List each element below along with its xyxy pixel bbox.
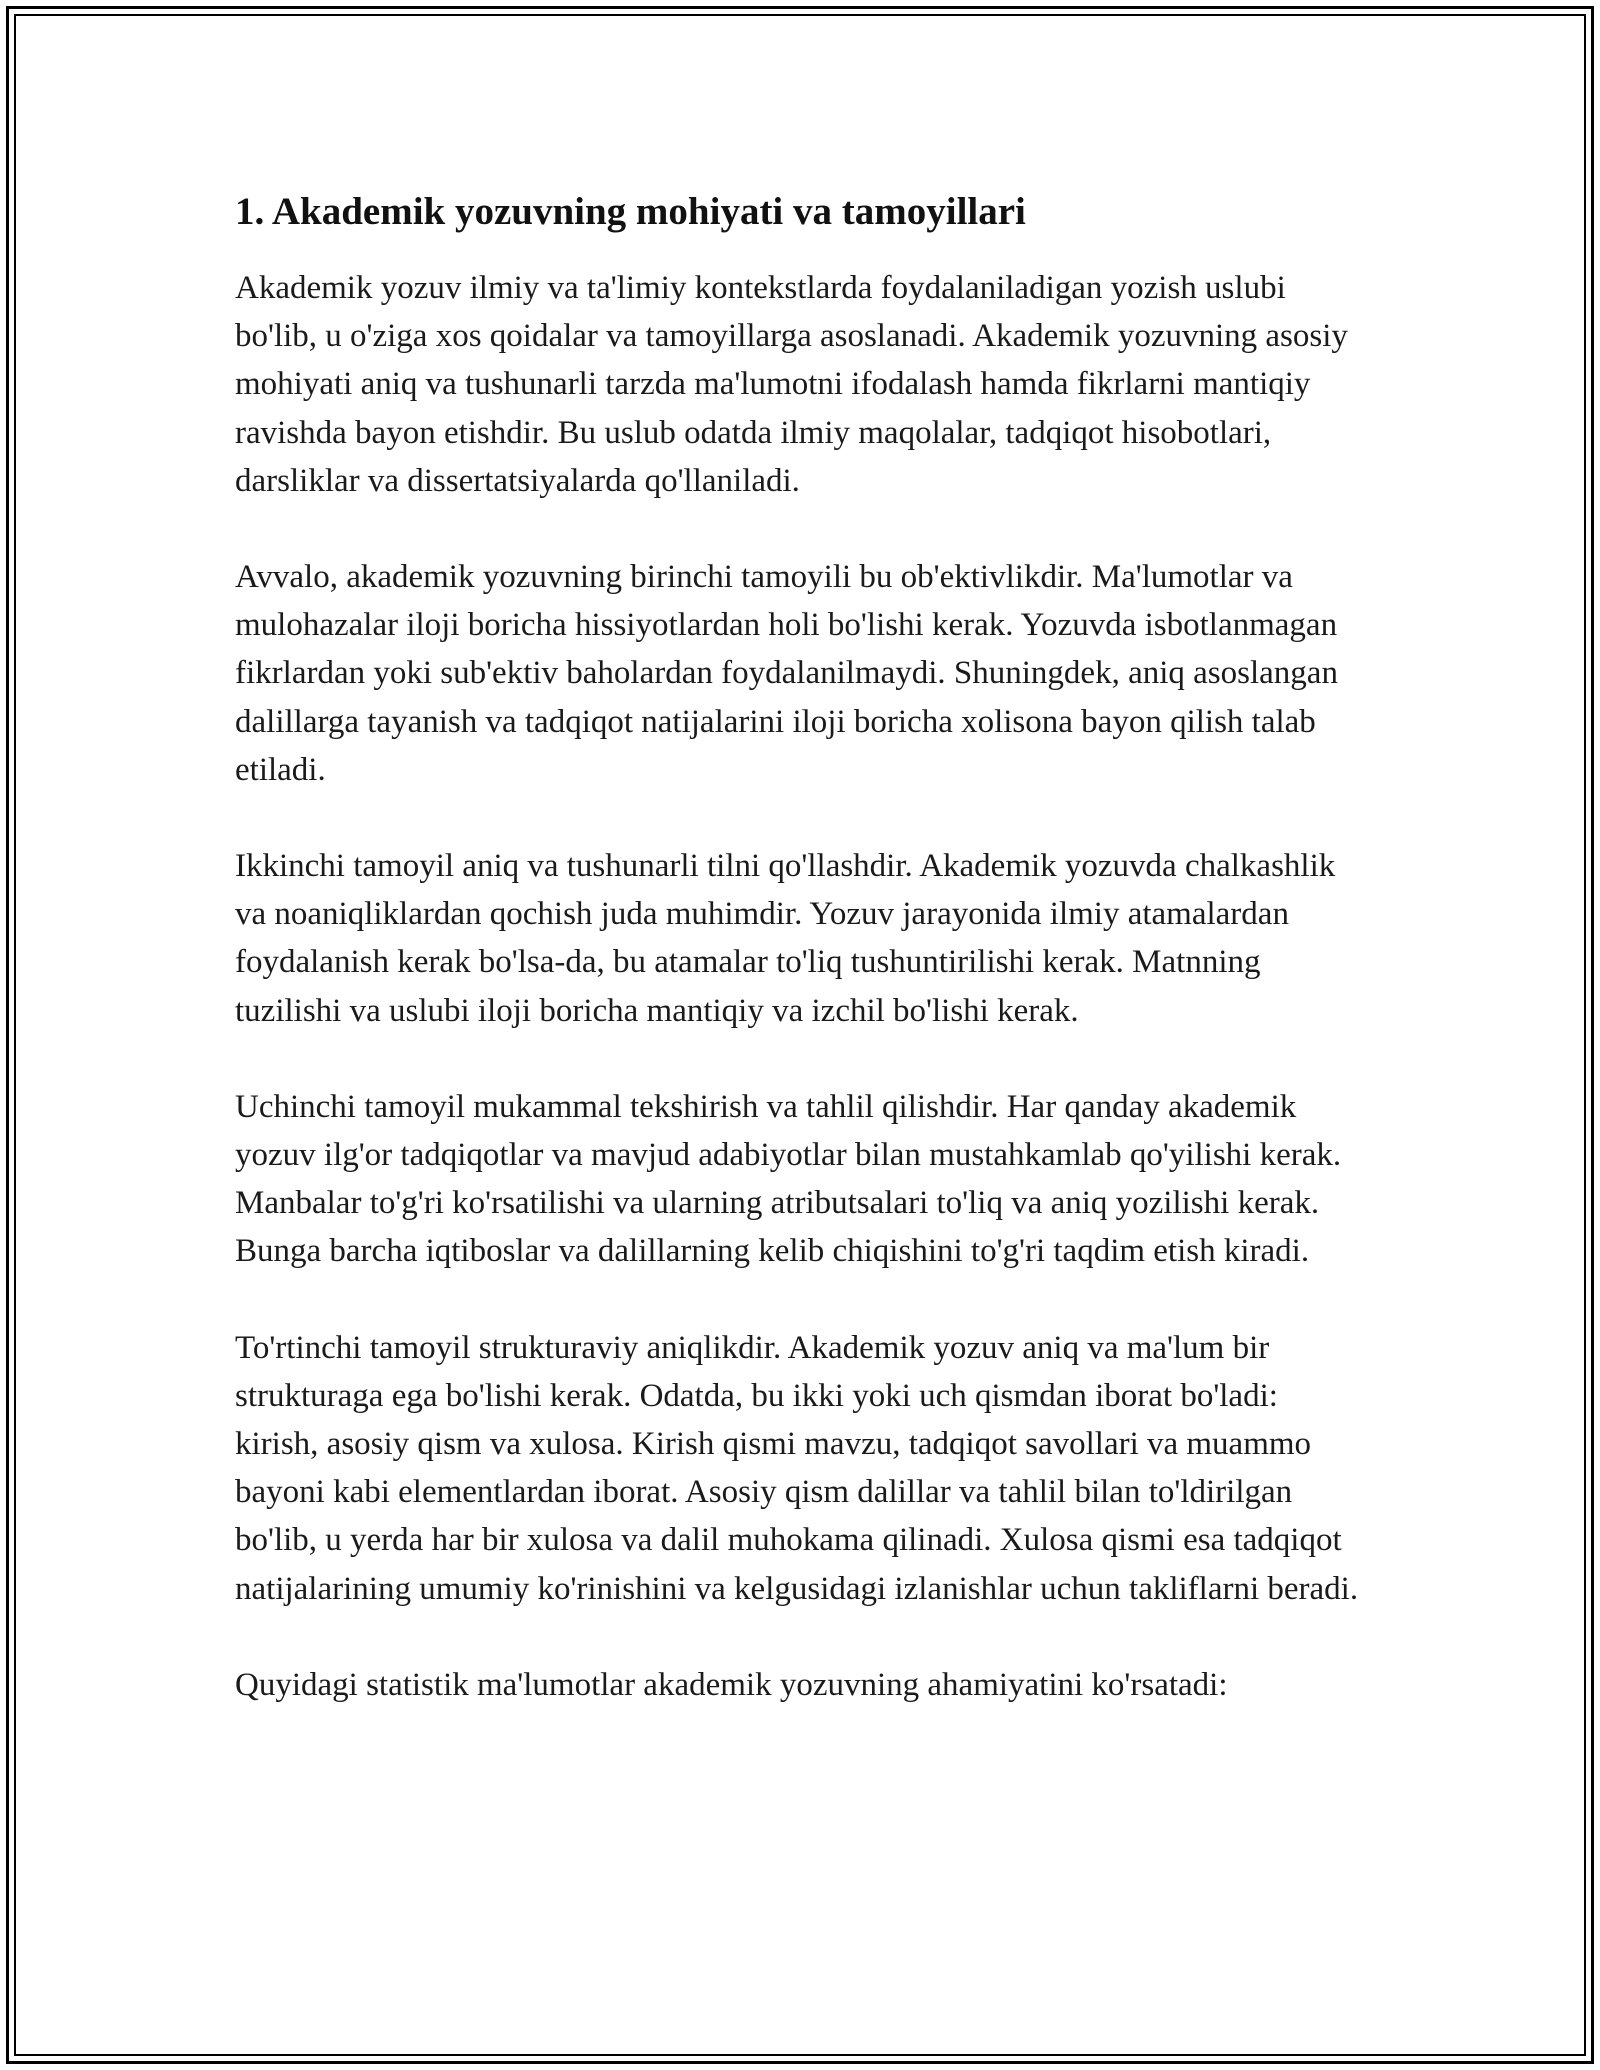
paragraph-first-principle: Avvalo, akademik yozuvning birinchi tamoyili bu ob'ektivlikdir. Ma'lumotlar va mulohazalar iloji boricha hissiyotlardan holi bo'lishi kerak. Yozuvda isbotlanmagan fikrlardan yoki sub'ektiv baholardan foydalanilmaydi. Shuningdek, aniq asoslangan dalillarga tayanish va tadqiqot natijalarini iloji boricha xolisona bayon qilish talab etiladi.: [235, 559, 1338, 788]
document-body: [235, 186, 1365, 1757]
paragraph-third-principle: Uchinchi tamoyil mukammal tekshirish va tahlil qilishdir. Har qanday akademik yozuv ilg'or tadqiqotlar va mavjud adabiyotlar bilan mustahkamlab qo'yilishi kerak. Manbalar to'g'ri ko'rsatilishi va ularning atributsalari to'liq va aniq yozilishi kerak. Bunga barcha iqtiboslar va dalillarning kelib chiqishini to'g'ri taqdim etish kiradi.: [235, 1088, 1342, 1270]
paragraph-intro: Akademik yozuv ilmiy va ta'limiy kontekstlarda foydalaniladigan yozish uslubi bo'lib, u o'ziga xos qoidalar va tamoyillarga asoslanadi. Akademik yozuvning asosiy mohiyati aniq va tushunarli tarzda ma'lumotni ifodalash hamda fikrlarni mantiqiy ravishda bayon etishdir. Bu uslub odatda ilmiy maqolalar, tadqiqot hisobotlari, darsliklar va dissertatsiyalarda qo'llaniladi.: [235, 270, 1348, 499]
paragraph-second-principle: Ikkinchi tamoyil aniq va tushunarli tilni qo'llashdir. Akademik yozuvda chalkashlik va noaniqliklardan qochish juda muhimdir. Yozuv jarayonida ilmiy atamalardan foydalanish kerak bo'lsa-da, bu atamalar to'liq tushuntirilishi kerak. Matnning tuzilishi va uslubi iloji boricha mantiqiy va izchil bo'lishi kerak.: [235, 848, 1336, 1029]
paragraph-fourth-principle: To'rtinchi tamoyil strukturaviy aniqlikdir. Akademik yozuv aniq va ma'lum bir strukturaga ega bo'lishi kerak. Odatda, bu ikki yoki uch qismdan iborat bo'ladi: kirish, asosiy qism va xulosa. Kirish qismi mavzu, tadqiqot savollari va muammo bayoni kabi elementlardan iborat. Asosiy qism dalillar va tahlil bilan to'ldirilgan bo'lib, u yerda har bir xulosa va dalil muhokama qilinadi. Xulosa qismi esa tadqiqot natijalarining umumiy ko'rinishini va kelgusidagi izlanishlar uchun takliflarni beradi.: [235, 1329, 1359, 1607]
paragraph-statistics-lead: Quyidagi statistik ma'lumotlar akademik yozuvning ahamiyatini ko'rsatadi:: [235, 1666, 1228, 1703]
section-heading: 1. Akademik yozuvning mohiyati va tamoyillari: [235, 190, 1026, 233]
